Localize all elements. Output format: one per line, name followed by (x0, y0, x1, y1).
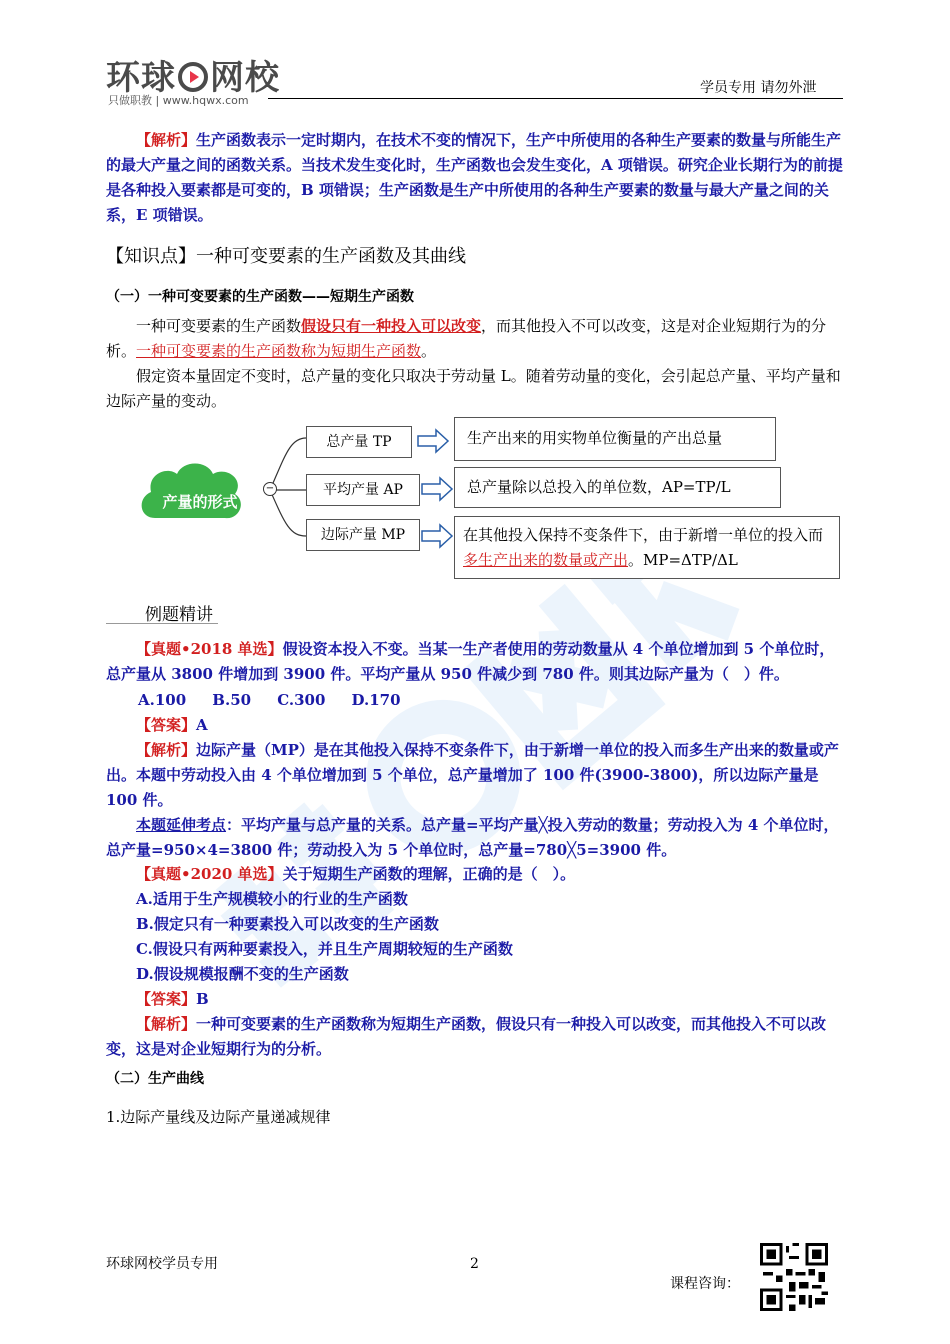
question-2: 【真题•2020 单选】关于短期生产函数的理解，正确的是（ ）。 (136, 865, 576, 883)
mp-node: 边际产量 MP (306, 519, 420, 551)
play-icon (178, 62, 208, 92)
logo-tagline: 只做职教 | www.hqwx.com (108, 94, 249, 107)
question-1-analysis: 【解析】边际产量（MP）是在其他投入保持不变条件下，由于新增一单位的投入而多生产出来的数量或产出。本题中劳动投入由 4 个单位增加到 5 个单位，总产量增加了 100 件(3900-3800)，所以边际产量是 100 件。 (106, 741, 839, 809)
paragraph-2: 假定资本量固定不变时，总产量的变化只取决于劳动量 L。随着劳动量的变化，会引起总产量、平均产量和边际产量的变动。 (106, 367, 841, 410)
question-1-options: A.100 B.50 C.300 D.170 (138, 691, 401, 709)
course-consult-label: 课程咨询： (670, 1276, 740, 1292)
page-number: 2 (470, 1256, 479, 1272)
question-2-analysis: 【解析】一种可变要素的生产函数称为短期生产函数，假设只有一种投入可以改变，而其他投入不可以改变，这是对企业短期行为的分析。 (106, 1015, 827, 1058)
example-section-title: 例题精讲 (145, 605, 213, 625)
question-1-answer: 【答案】A (136, 716, 208, 734)
arrow-right-icon (416, 428, 450, 454)
tp-description: 生产出来的用实物单位衡量的产出总量 (454, 417, 776, 461)
ap-node: 平均产量 AP (306, 474, 420, 506)
section-2-title: （二）生产曲线 (106, 1071, 204, 1087)
arrow-right-icon (420, 523, 454, 549)
section-title: （一）一种可变要素的生产函数——短期生产函数 (106, 289, 414, 305)
mp-description: 在其他投入保持不变条件下，由于新增一单位的投入而多生产出来的数量或产出。MP=ΔTP/ΔL (454, 516, 840, 579)
logo: 环球 网校 (106, 58, 280, 98)
question-1: 【真题•2018 单选】假设资本投入不变。当某一生产者使用的劳动数量从 4 个单位增加到 5 个单位时，总产量从 3800 件增加到 3900 件。平均产量从 950 件减少到 780 件。则其边际产量为（ ）件。 (106, 640, 835, 683)
analysis-paragraph: 【解析】生产函数表示一定时期内，在技术不变的情况下，生产中所使用的各种生产要素的数量与所能生产的最大产量之间的函数关系。当技术发生变化时，生产函数也会发生变化，A 项错误。研究企业长期行为的前提是各种投入要素都是可变的，B 项错误；生产函数是生产中所使用的各种生产要素的数量与最大产量之间的关系，E 项错误。 (106, 131, 843, 224)
example-title-underline (106, 623, 218, 624)
question-2-option-d: D.假设规模报酬不变的生产函数 (136, 965, 349, 983)
paragraph-1: 一种可变要素的生产函数假设只有一种投入可以改变，而其他投入不可以改变，这是对企业短期行为的分析。一种可变要素的生产函数称为短期生产函数。 (106, 317, 827, 360)
collapse-toggle[interactable]: − (263, 482, 277, 496)
arrow-right-icon (420, 476, 454, 502)
question-2-option-a: A.适用于生产规模较小的行业的生产函数 (136, 890, 408, 908)
question-2-option-b: B.假定只有一种要素投入可以改变的生产函数 (136, 915, 439, 933)
header-divider (268, 98, 843, 99)
knowledge-point-title: 【知识点】一种可变要素的生产函数及其曲线 (106, 246, 466, 267)
question-2-answer: 【答案】B (136, 990, 209, 1008)
diagram-center-label: 产量的形式 (162, 493, 238, 511)
ap-description: 总产量除以总投入的单位数，AP=TP/L (454, 467, 781, 508)
footer-brand: 环球网校学员专用 (106, 1256, 218, 1272)
section-2-item: 1.边际产量线及边际产量递减规律 (106, 1108, 331, 1126)
qr-code-icon[interactable] (760, 1243, 828, 1311)
header-notice: 学员专用 请勿外泄 (700, 80, 817, 96)
question-1-extension: 本题延伸考点：平均产量与总产量的关系。总产量=平均产量╳投入劳动的数量；劳动投入为 4 个单位时，总产量=950×4=3800 件；劳动投入为 5 个单位时，总产量=780╳5=3900 件。 (106, 816, 839, 859)
tp-node: 总产量 TP (306, 426, 412, 458)
question-2-option-c: C.假设只有两种要素投入，并且生产周期较短的生产函数 (136, 940, 513, 958)
